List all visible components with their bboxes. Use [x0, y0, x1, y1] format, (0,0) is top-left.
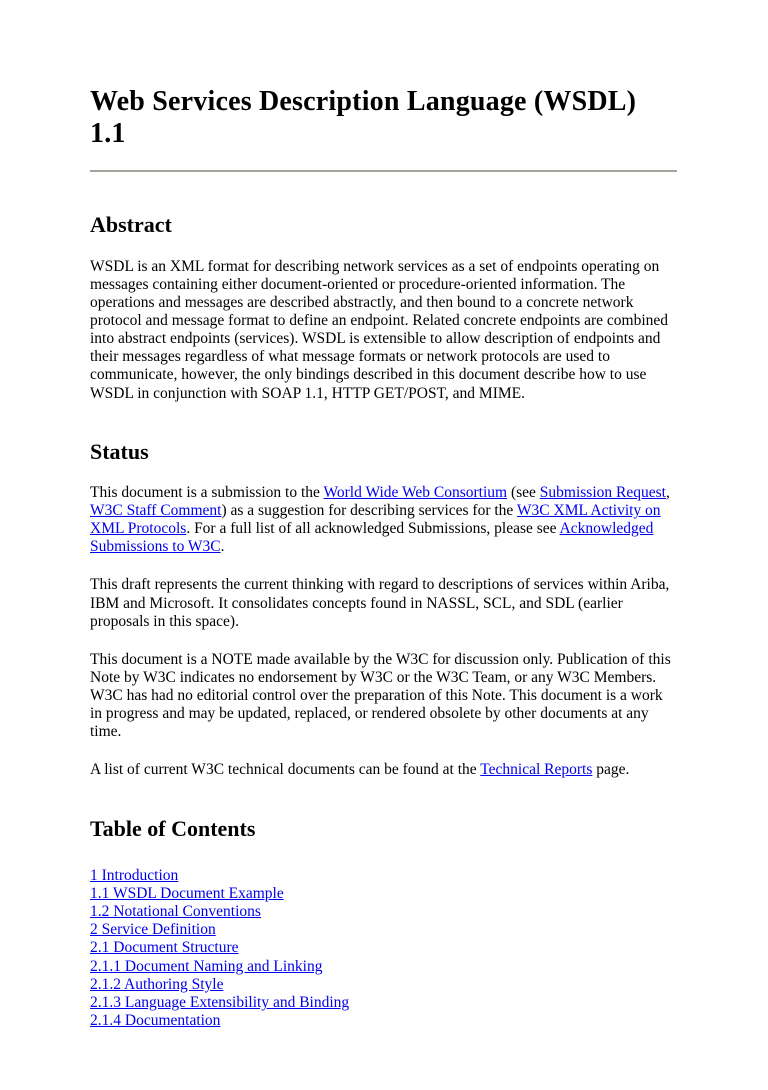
status-paragraph-1: This document is a submission to the World Wide Web Consortium (see Submission Request, W3C Staff Comment) as a suggestion for describing services for the W3C XML Activity on XML Protocols. For a full list of all acknowledged Submissions, please see Acknowledged Submissions to W3C. — [90, 483, 670, 556]
toc-item — [90, 867, 677, 885]
toc-link-service-definition[interactable]: 2 Service Definition — [90, 921, 216, 939]
inline-link[interactable]: Acknowledged Submissions to W3C — [90, 520, 654, 556]
toc-item — [90, 939, 677, 957]
toc-item — [90, 994, 677, 1012]
title-divider — [90, 170, 677, 172]
toc-item — [90, 921, 677, 939]
inline-link[interactable]: Submission Request — [539, 483, 666, 501]
toc-link-language-extensibility-and-binding[interactable]: 2.1.3 Language Extensibility and Binding — [90, 993, 350, 1011]
inline-link[interactable]: W3C XML Activity on XML Protocols — [90, 502, 661, 538]
toc-link-authoring-style[interactable]: 2.1.2 Authoring Style — [90, 975, 224, 993]
toc-link-introduction[interactable]: 1 Introduction — [90, 866, 179, 884]
status-paragraph-2: This draft represents the current thinking with regard to descriptions of services within Ariba, IBM and Microsoft. It consolidates concepts found in NASSL, SCL, and SDL (earlier proposals in this space). — [90, 576, 670, 630]
status-paragraph-4: A list of current W3C technical documents can be found at the Technical Reports page. — [90, 761, 630, 779]
inline-link[interactable]: Technical Reports — [480, 761, 593, 779]
toc-link-document-naming-and-linking[interactable]: 2.1.1 Document Naming and Linking — [90, 957, 323, 975]
toc-link-wsdl-document-example[interactable]: 1.1 WSDL Document Example — [90, 885, 284, 903]
inline-link[interactable]: World Wide Web Consortium — [323, 483, 508, 501]
status-heading: Status — [90, 438, 149, 464]
inline-link[interactable]: W3C Staff Comment — [90, 502, 222, 520]
toc-link-documentation[interactable]: 2.1.4 Documentation — [90, 1011, 221, 1029]
toc-item — [90, 976, 677, 994]
page-title: Web Services Description Language (WSDL) 1.1 — [90, 86, 637, 150]
toc-item — [90, 903, 677, 921]
status-paragraph-3: This document is a NOTE made available by the W3C for discussion only. Publication of this Note by W3C indicates no endorsement by W3C or the W3C Team, or any W3C Members. W3C has had no editorial control over the preparation of this Note. This document is a work in progress and may be updated, replaced, or rendered obsolete by other documents at any time. — [90, 650, 671, 741]
abstract-paragraph: WSDL is an XML format for describing network services as a set of endpoints operating on messages containing either document-oriented or procedure-oriented information. The operations and messages are described abstractly, and then bound to a concrete network protocol and message format to define an endpoint. Related concrete endpoints are combined into abstract endpoints (services). WSDL is extensible to allow description of endpoints and their messages regardless of what message formats or network protocols are used to communicate, however, the only bindings described in this document describe how to use WSDL in conjunction with SOAP 1.1, HTTP GET/POST, and MIME. — [90, 257, 669, 402]
toc-item — [90, 958, 677, 976]
toc-link-document-structure[interactable]: 2.1 Document Structure — [90, 939, 239, 957]
toc-item — [90, 885, 677, 903]
toc-heading: Table of Contents — [90, 815, 256, 841]
table-of-contents — [90, 867, 677, 1030]
toc-link-notational-conventions[interactable]: 1.2 Notational Conventions — [90, 903, 261, 921]
toc-item — [90, 1012, 677, 1030]
abstract-heading: Abstract — [90, 212, 172, 238]
